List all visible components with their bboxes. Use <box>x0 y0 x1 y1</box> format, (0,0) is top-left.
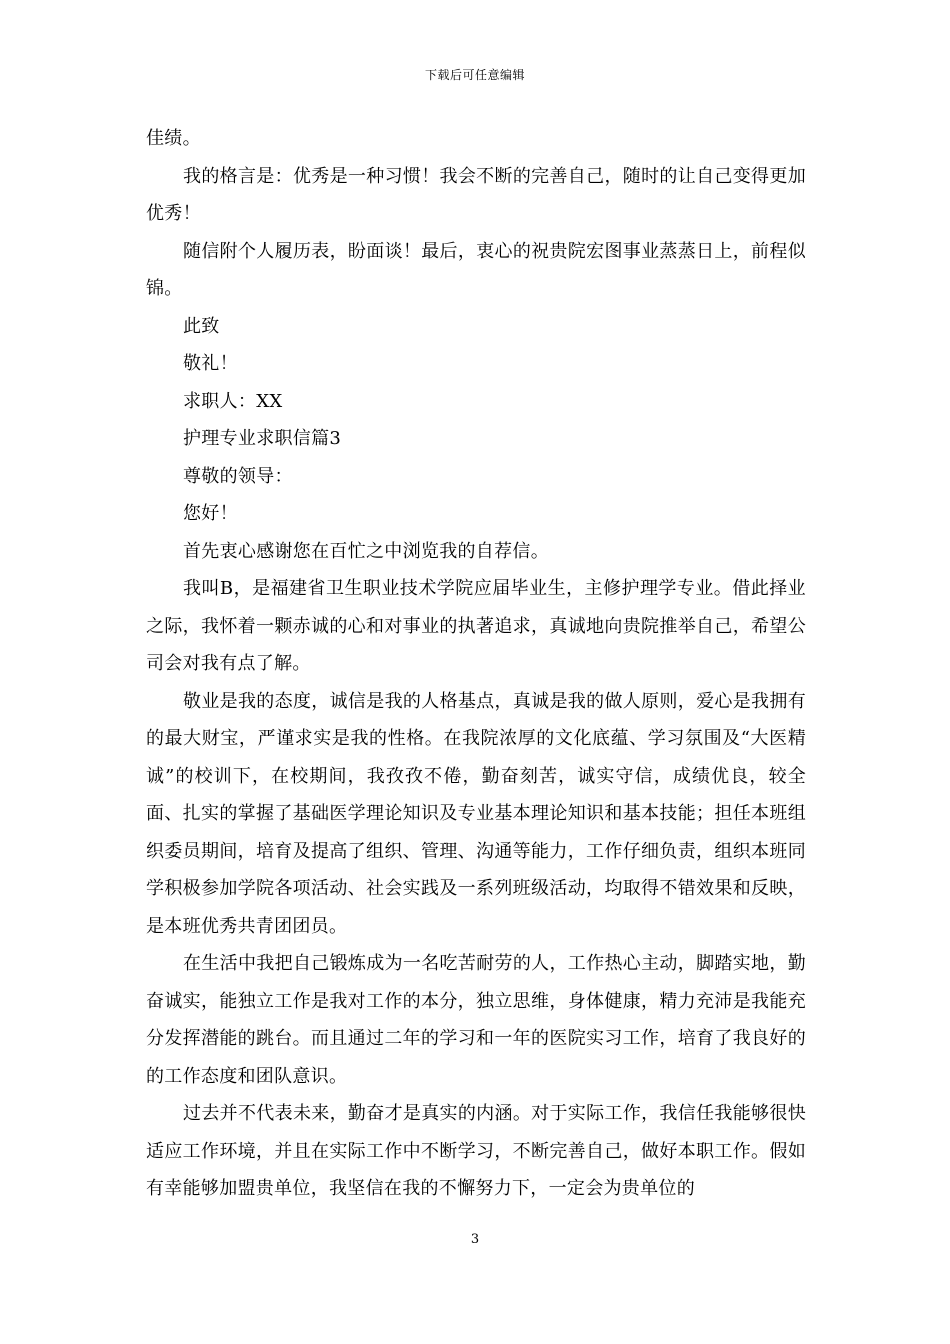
closing-phrase: 此致 <box>183 315 220 337</box>
paragraph: 在生活中我把自己锻炼成为一名吃苦耐劳的人，工作热心主动，脚踏实地，勤奋诚实，能独立工作是我对工作的本分，独立思维，身体健康，精力充沛是我能充分发挥潜能的跳台。而且通过二年的学习和一年的医院实习工作，培育了我良好的的工作态度和团队意识。 <box>146 953 806 1087</box>
page-number: 3 <box>470 1232 480 1247</box>
document-body <box>146 120 806 1208</box>
page-header: 下载后可任意编辑 <box>424 68 525 82</box>
section-title: 护理专业求职信篇3 <box>183 428 342 449</box>
applicant-signature: 求职人：XX <box>183 390 283 412</box>
paragraph: 佳绩。 <box>146 128 201 149</box>
greeting: 您好！ <box>183 503 238 524</box>
paragraph: 敬业是我的态度，诚信是我的人格基点，真诚是我的做人原则，爱心是我拥有的最大财宝，严谨求实是我的性格。在我院浓厚的文化底蕴、学习氛围及“大医精诚”的校训下，在校期间，我孜孜不倦，勤奋刻苦，诚实守信，成绩优良，较全面、扎实的掌握了基础医学理论知识及专业基本理论知识和基本技能；担任本班组织委员期间，培育及提高了组织、管理、沟通等能力，工作仔细负责，组织本班同学积极参加学院各项活动、社会实践及一系列班级活动，均取得不错效果和反映，是本班优秀共青团团员。 <box>146 690 806 937</box>
closing-salute: 敬礼！ <box>183 353 238 374</box>
paragraph: 随信附个人履历表，盼面谈！最后，衷心的祝贵院宏图事业蒸蒸日上，前程似锦。 <box>146 240 806 299</box>
salutation: 尊敬的领导： <box>183 465 293 487</box>
paragraph: 我的格言是：优秀是一种习惯！我会不断的完善自己，随时的让自己变得更加优秀！ <box>146 165 806 224</box>
paragraph: 首先衷心感谢您在百忙之中浏览我的自荐信。 <box>183 540 549 562</box>
paragraph: 过去并不代表未来，勤奋才是真实的内涵。对于实际工作，我信任我能够很快适应工作环境，并且在实际工作中不断学习，不断完善自己，做好本职工作。假如有幸能够加盟贵单位，我坚信在我的不懈努力下，一定会为贵单位的 <box>146 1103 806 1199</box>
paragraph: 我叫B，是福建省卫生职业技术学院应届毕业生，主修护理学专业。借此择业之际，我怀着一颗赤诚的心和对事业的执著追求，真诚地向贵院推举自己，希望公司会对我有点了解。 <box>146 578 806 674</box>
